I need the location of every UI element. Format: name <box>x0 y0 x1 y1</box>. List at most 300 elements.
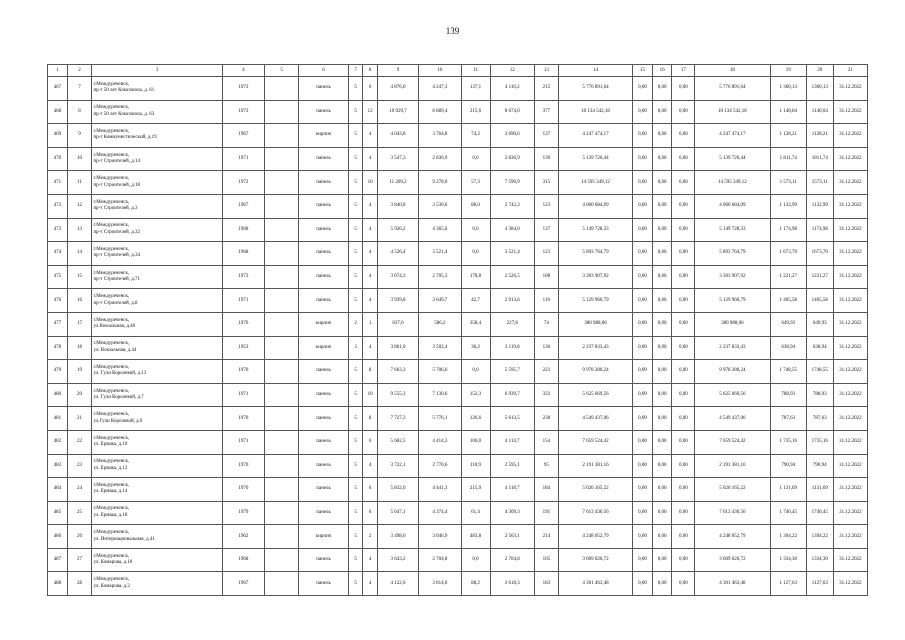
cost-cell: 5 776 891,64 <box>695 77 770 101</box>
unit-cost-cell: 1 394,22 <box>770 525 806 549</box>
row-number: 475 <box>48 265 68 289</box>
living-area-cell: 3 764,8 <box>419 124 461 148</box>
zero-cell: 0,00 <box>652 77 672 101</box>
zero-cell: 0,00 <box>652 242 672 266</box>
area-cell: 2 563,1 <box>490 525 534 549</box>
total-area-cell: 3 840,8 <box>377 194 418 218</box>
cost-cell: 4 247 474,17 <box>695 124 770 148</box>
zero-cell: 0,00 <box>652 171 672 195</box>
material-cell: панель <box>299 289 349 313</box>
floors-cell: 5 <box>348 478 362 502</box>
row-number: 467 <box>48 77 68 101</box>
floors-cell: 5 <box>348 242 362 266</box>
unit-cost-cell: 1 811,74 <box>770 147 806 171</box>
city-text: г.Междуреченск, <box>93 128 130 134</box>
row-number: 476 <box>48 289 68 313</box>
row-number: 478 <box>48 336 68 360</box>
address-cell <box>92 242 222 266</box>
entrances-cell: 4 <box>363 124 377 148</box>
residents-cell: 333 <box>534 383 558 407</box>
column-header: 15 <box>633 65 653 77</box>
unit-cost-cell: 1573,11 <box>806 171 833 195</box>
entrances-cell: 4 <box>363 572 377 596</box>
residents-cell: 223 <box>534 360 558 384</box>
empty-cell <box>265 383 299 407</box>
zero-cell: 0,00 <box>672 572 695 596</box>
date-cell: 31.12.2022 <box>833 478 867 502</box>
zero-cell: 0,00 <box>672 100 695 124</box>
total-area-cell: 3 547,3 <box>377 147 418 171</box>
city-text: г.Междуреченск, <box>93 341 130 347</box>
living-area-cell: 2 836,9 <box>419 147 461 171</box>
unit-cost-cell: 1394,22 <box>806 525 833 549</box>
column-header: 2 <box>67 65 92 77</box>
living-area-cell: 2 705,3 <box>419 265 461 289</box>
sub-number: 19 <box>67 360 92 384</box>
year-cell: 1979 <box>222 501 264 525</box>
unit-cost-cell: 1360,13 <box>806 77 833 101</box>
area-cell: 215,9 <box>461 478 490 502</box>
street-text: пр-т Строителей, д.14 <box>93 159 141 165</box>
date-cell: 31.12.2022 <box>833 171 867 195</box>
table-row <box>48 572 868 596</box>
zero-cell: 0,00 <box>672 383 695 407</box>
floors-cell: 5 <box>348 525 362 549</box>
cost-cell: 4 549 437,06 <box>558 407 632 431</box>
living-area-cell: 4 247,3 <box>419 77 461 101</box>
zero-cell: 0,00 <box>672 218 695 242</box>
date-cell: 31.12.2022 <box>833 407 867 431</box>
street-text: ул. Комарова, д.18 <box>93 560 133 566</box>
unit-cost-cell: 1140,04 <box>806 100 833 124</box>
total-area-cell: 11 209,2 <box>377 171 418 195</box>
row-number: 471 <box>48 171 68 195</box>
zero-cell: 0,00 <box>672 407 695 431</box>
unit-cost-cell: 787,63 <box>770 407 806 431</box>
unit-cost-cell: 1131,69 <box>806 478 833 502</box>
city-text: г.Междуреченск, <box>93 246 130 252</box>
living-area-cell: 3 530,6 <box>419 194 461 218</box>
floors-cell: 5 <box>348 501 362 525</box>
street-text: пр-т Строителей, д.18 <box>93 182 141 188</box>
zero-cell: 0,00 <box>633 171 653 195</box>
date-cell: 31.12.2022 <box>833 77 867 101</box>
residents-cell: 315 <box>534 171 558 195</box>
address-cell <box>92 312 222 336</box>
area-cell: 7 590,9 <box>490 171 534 195</box>
column-header: 19 <box>770 65 806 77</box>
table-row <box>48 312 868 336</box>
zero-cell: 0,00 <box>652 407 672 431</box>
zero-cell: 0,00 <box>672 548 695 572</box>
sub-number: 26 <box>67 525 92 549</box>
table-row <box>48 454 868 478</box>
zero-cell: 0,00 <box>652 454 672 478</box>
year-cell: 1968 <box>222 242 264 266</box>
total-area-cell: 3 722,1 <box>377 454 418 478</box>
total-area-cell: 10 029,7 <box>377 100 418 124</box>
area-cell: 2 913,6 <box>490 289 534 313</box>
unit-cost-cell: 1128,21 <box>806 124 833 148</box>
unit-cost-cell: 1127,63 <box>806 572 833 596</box>
entrances-cell: 6 <box>363 77 377 101</box>
street-text: пр-т Строителей, д.71 <box>93 277 141 283</box>
unit-cost-cell: 1 748,55 <box>770 360 806 384</box>
cost-cell: 9 978 280,24 <box>695 360 770 384</box>
entrances-cell: 6 <box>363 478 377 502</box>
entrances-cell: 2 <box>363 525 377 549</box>
unit-cost-cell: 1174,98 <box>806 218 833 242</box>
zero-cell: 0,00 <box>633 501 653 525</box>
column-header: 12 <box>490 65 534 77</box>
residents-cell: 116 <box>534 289 558 313</box>
city-text: г.Междуреченск, <box>93 364 130 370</box>
empty-cell <box>265 478 299 502</box>
zero-cell: 0,00 <box>633 336 653 360</box>
table-row <box>48 336 868 360</box>
area-cell: 227,8 <box>490 312 534 336</box>
area-cell: 0,0 <box>461 548 490 572</box>
row-number: 479 <box>48 360 68 384</box>
entrances-cell: 6 <box>363 430 377 454</box>
column-header: 9 <box>377 65 418 77</box>
unit-cost-cell: 1 174,98 <box>770 218 806 242</box>
page-number: 139 <box>445 26 460 36</box>
table-row <box>48 218 868 242</box>
living-area-cell: 9 278,0 <box>419 171 461 195</box>
zero-cell: 0,00 <box>652 289 672 313</box>
row-number: 486 <box>48 525 68 549</box>
area-cell: 88,2 <box>461 572 490 596</box>
year-cell: 1970 <box>222 407 264 431</box>
unit-cost-cell: 1 221,27 <box>770 265 806 289</box>
floors-cell: 5 <box>348 548 362 572</box>
address-cell <box>92 265 222 289</box>
zero-cell: 0,00 <box>633 312 653 336</box>
area-cell: 3 521,4 <box>490 242 534 266</box>
city-text: г.Междуреченск, <box>93 482 130 488</box>
year-cell: 1971 <box>222 147 264 171</box>
street-text: ул. Гули Королевой, д.13 <box>93 371 147 377</box>
zero-cell: 0,00 <box>672 289 695 313</box>
zero-cell: 0,00 <box>633 218 653 242</box>
zero-cell: 0,00 <box>652 265 672 289</box>
cost-cell: 10 134 542,18 <box>558 100 632 124</box>
date-cell: 31.12.2022 <box>833 525 867 549</box>
area-cell: 4 118,7 <box>490 478 534 502</box>
date-cell: 31.12.2022 <box>833 572 867 596</box>
material-cell: панель <box>299 501 349 525</box>
cost-cell: 7 613 430,56 <box>558 501 632 525</box>
unit-cost-cell: 1811,74 <box>806 147 833 171</box>
date-cell: 31.12.2022 <box>833 383 867 407</box>
zero-cell: 0,00 <box>633 430 653 454</box>
address-cell <box>92 77 222 101</box>
address-cell <box>92 218 222 242</box>
unit-cost-cell: 1 131,69 <box>770 478 806 502</box>
sub-number: 20 <box>67 383 92 407</box>
table-body <box>48 65 868 596</box>
material-cell: панель <box>299 100 349 124</box>
entrances-cell: 4 <box>363 454 377 478</box>
living-area-cell: 3 814,6 <box>419 572 461 596</box>
zero-cell: 0,00 <box>672 147 695 171</box>
residents-cell: 183 <box>534 572 558 596</box>
year-cell: 1973 <box>222 77 264 101</box>
residents-cell: 137 <box>534 218 558 242</box>
table-row <box>48 360 868 384</box>
city-text: г.Междуреченск, <box>93 81 130 87</box>
street-text: ул. Гули Королевой, д.7 <box>93 395 144 401</box>
table-row <box>48 383 868 407</box>
zero-cell: 0,00 <box>672 336 695 360</box>
zero-cell: 0,00 <box>652 501 672 525</box>
cost-cell: 5 625 669,56 <box>558 383 632 407</box>
city-text: г.Междуреченск, <box>93 294 130 300</box>
total-area-cell: 5 832,0 <box>377 478 418 502</box>
entrances-cell: 4 <box>363 194 377 218</box>
table-row <box>48 100 868 124</box>
cost-cell: 2 191 381,16 <box>558 454 632 478</box>
city-text: г.Междуреченск, <box>93 176 130 182</box>
material-cell: панель <box>299 218 349 242</box>
sub-number: 12 <box>67 194 92 218</box>
empty-cell <box>265 336 299 360</box>
cost-cell: 4 060 684,09 <box>695 194 770 218</box>
material-cell: панель <box>299 171 349 195</box>
zero-cell: 0,00 <box>672 124 695 148</box>
material-cell: кирпич <box>299 525 349 549</box>
living-area-cell: 3 649,7 <box>419 289 461 313</box>
residents-cell: 191 <box>534 501 558 525</box>
zero-cell: 0,00 <box>652 430 672 454</box>
street-text: ул. Ермака, д.12 <box>93 465 128 471</box>
floors-cell: 3 <box>348 336 362 360</box>
empty-cell <box>265 525 299 549</box>
empty-cell <box>265 124 299 148</box>
street-text: пр-т Коммунистический, д.19 <box>93 135 157 141</box>
street-text: ул. Комарова, д.2 <box>93 583 130 589</box>
sub-number: 27 <box>67 548 92 572</box>
city-text: г.Междуреченск, <box>93 577 130 583</box>
unit-cost-cell: 638,94 <box>806 336 833 360</box>
entrances-cell: 10 <box>363 383 377 407</box>
unit-cost-cell: 1 140,04 <box>770 100 806 124</box>
zero-cell: 0,00 <box>652 312 672 336</box>
city-text: г.Междуреченск, <box>93 270 130 276</box>
column-header: 17 <box>672 65 695 77</box>
total-area-cell: 4 043,8 <box>377 124 418 148</box>
column-header: 21 <box>833 65 867 77</box>
entrances-cell: 6 <box>363 501 377 525</box>
zero-cell: 0,00 <box>672 501 695 525</box>
floors-cell: 5 <box>348 383 362 407</box>
total-area-cell: 7 663,3 <box>377 360 418 384</box>
living-area-cell: 8 889,4 <box>419 100 461 124</box>
city-text: г.Междуреченск, <box>93 388 130 394</box>
empty-cell <box>265 265 299 289</box>
city-text: г.Междуреченск, <box>93 530 130 536</box>
date-cell: 31.12.2022 <box>833 336 867 360</box>
street-text: пр-т 50 лет Комсомола, д. 63 <box>93 111 155 117</box>
unit-cost-cell: 1735,16 <box>806 430 833 454</box>
cost-cell: 7 613 430,56 <box>695 501 770 525</box>
row-number: 469 <box>48 124 68 148</box>
date-cell: 31.12.2022 <box>833 194 867 218</box>
year-cell: 1967 <box>222 194 264 218</box>
material-cell: кирпич <box>299 336 349 360</box>
row-number: 473 <box>48 218 68 242</box>
floors-cell: 5 <box>348 360 362 384</box>
date-cell: 31.12.2022 <box>833 100 867 124</box>
area-cell: 0,0 <box>461 242 490 266</box>
entrances-cell: 4 <box>363 548 377 572</box>
date-cell: 31.12.2022 <box>833 454 867 478</box>
cost-cell: 5 625 669,56 <box>695 383 770 407</box>
residents-cell: 95 <box>534 454 558 478</box>
floors-cell: 5 <box>348 430 362 454</box>
row-number: 485 <box>48 501 68 525</box>
street-text: ул.Гули Королевой, д.9 <box>93 418 143 424</box>
unit-cost-cell: 790,94 <box>770 454 806 478</box>
zero-cell: 0,00 <box>633 77 653 101</box>
entrances-cell: 4 <box>363 147 377 171</box>
zero-cell: 0,00 <box>672 312 695 336</box>
cost-cell: 7 659 524,42 <box>558 430 632 454</box>
address-cell <box>92 572 222 596</box>
date-cell: 31.12.2022 <box>833 242 867 266</box>
zero-cell: 0,00 <box>633 360 653 384</box>
area-cell: 3 690,6 <box>490 124 534 148</box>
residents-cell: 215 <box>534 77 558 101</box>
cost-cell: 5 026 165,22 <box>695 478 770 502</box>
city-text: г.Междуреченск, <box>93 553 130 559</box>
residents-cell: 136 <box>534 336 558 360</box>
zero-cell: 0,00 <box>652 478 672 502</box>
zero-cell: 0,00 <box>633 242 653 266</box>
living-area-cell: 3 046,9 <box>419 525 461 549</box>
city-text: г.Междуреченск, <box>93 105 130 111</box>
unit-cost-cell: 1 127,63 <box>770 572 806 596</box>
floors-cell: 5 <box>348 124 362 148</box>
column-header: 11 <box>461 65 490 77</box>
zero-cell: 0,00 <box>652 383 672 407</box>
year-cell: 1971 <box>222 383 264 407</box>
area-cell: 110,9 <box>461 454 490 478</box>
area-cell: 483,8 <box>461 525 490 549</box>
living-area-cell: 3 502,4 <box>419 336 461 360</box>
table-row <box>48 77 868 101</box>
floors-cell: 5 <box>348 265 362 289</box>
sub-number: 7 <box>67 77 92 101</box>
sub-number: 23 <box>67 454 92 478</box>
year-cell: 1973 <box>222 100 264 124</box>
city-text: г.Междуреченск, <box>93 223 130 229</box>
street-text: ул.Вокзальная, д.40 <box>93 324 136 330</box>
year-cell: 1970 <box>222 478 264 502</box>
floors-cell: 5 <box>348 407 362 431</box>
cost-cell: 5 893 764,79 <box>695 242 770 266</box>
street-text: ул. Ермака, д.14 <box>93 489 128 495</box>
cost-cell: 5 129 960,79 <box>695 289 770 313</box>
zero-cell: 0,00 <box>652 525 672 549</box>
column-header: 16 <box>652 65 672 77</box>
zero-cell: 0,00 <box>672 430 695 454</box>
total-area-cell: 637,6 <box>377 312 418 336</box>
area-cell: 42,7 <box>461 289 490 313</box>
year-cell: 1953 <box>222 336 264 360</box>
unit-cost-cell: 788,93 <box>770 383 806 407</box>
column-header: 1 <box>48 65 68 77</box>
area-cell: 152,3 <box>461 383 490 407</box>
sub-number: 11 <box>67 171 92 195</box>
zero-cell: 0,00 <box>633 265 653 289</box>
material-cell: панель <box>299 147 349 171</box>
zero-cell: 0,00 <box>633 100 653 124</box>
unit-cost-cell: 1 132,99 <box>770 194 806 218</box>
area-cell: 57,3 <box>461 171 490 195</box>
address-cell <box>92 171 222 195</box>
date-cell: 31.12.2022 <box>833 265 867 289</box>
year-cell: 1976 <box>222 312 264 336</box>
unit-cost-cell: 790,94 <box>806 454 833 478</box>
unit-cost-cell: 788,93 <box>806 383 833 407</box>
table-row <box>48 478 868 502</box>
area-cell: 2 704,8 <box>490 548 534 572</box>
zero-cell: 0,00 <box>652 336 672 360</box>
sub-number: 17 <box>67 312 92 336</box>
zero-cell: 0,00 <box>672 77 695 101</box>
sub-number: 10 <box>67 147 92 171</box>
area-cell: 215,6 <box>461 100 490 124</box>
date-cell: 31.12.2022 <box>833 360 867 384</box>
address-cell <box>92 383 222 407</box>
unit-cost-cell: 1 334,30 <box>770 548 806 572</box>
cost-cell: 3 303 907,92 <box>695 265 770 289</box>
entrances-cell: 4 <box>363 218 377 242</box>
area-cell: 126,6 <box>461 407 490 431</box>
date-cell: 31.12.2022 <box>833 124 867 148</box>
table-row <box>48 147 868 171</box>
zero-cell: 0,00 <box>672 478 695 502</box>
table-row <box>48 525 868 549</box>
entrances-cell: 4 <box>363 289 377 313</box>
address-cell <box>92 124 222 148</box>
zero-cell: 0,00 <box>633 124 653 148</box>
area-cell: 5 595,7 <box>490 360 534 384</box>
date-cell: 31.12.2022 <box>833 312 867 336</box>
zero-cell: 0,00 <box>652 360 672 384</box>
cost-cell: 2 191 381,16 <box>695 454 770 478</box>
empty-cell <box>265 548 299 572</box>
residents-cell: 123 <box>534 242 558 266</box>
zero-cell: 0,00 <box>652 194 672 218</box>
unit-cost-cell: 1740,45 <box>806 501 833 525</box>
floors-cell: 5 <box>348 572 362 596</box>
area-cell: 8 674,0 <box>490 100 534 124</box>
empty-cell <box>265 100 299 124</box>
material-cell: панель <box>299 454 349 478</box>
area-cell: 61,4 <box>461 501 490 525</box>
cost-cell: 380 988,06 <box>695 312 770 336</box>
empty-cell <box>265 430 299 454</box>
area-cell: 4 384,0 <box>490 218 534 242</box>
row-number: 474 <box>48 242 68 266</box>
area-cell: 3 119,8 <box>490 336 534 360</box>
floors-cell: 5 <box>348 289 362 313</box>
row-number: 468 <box>48 100 68 124</box>
zero-cell: 0,00 <box>633 383 653 407</box>
